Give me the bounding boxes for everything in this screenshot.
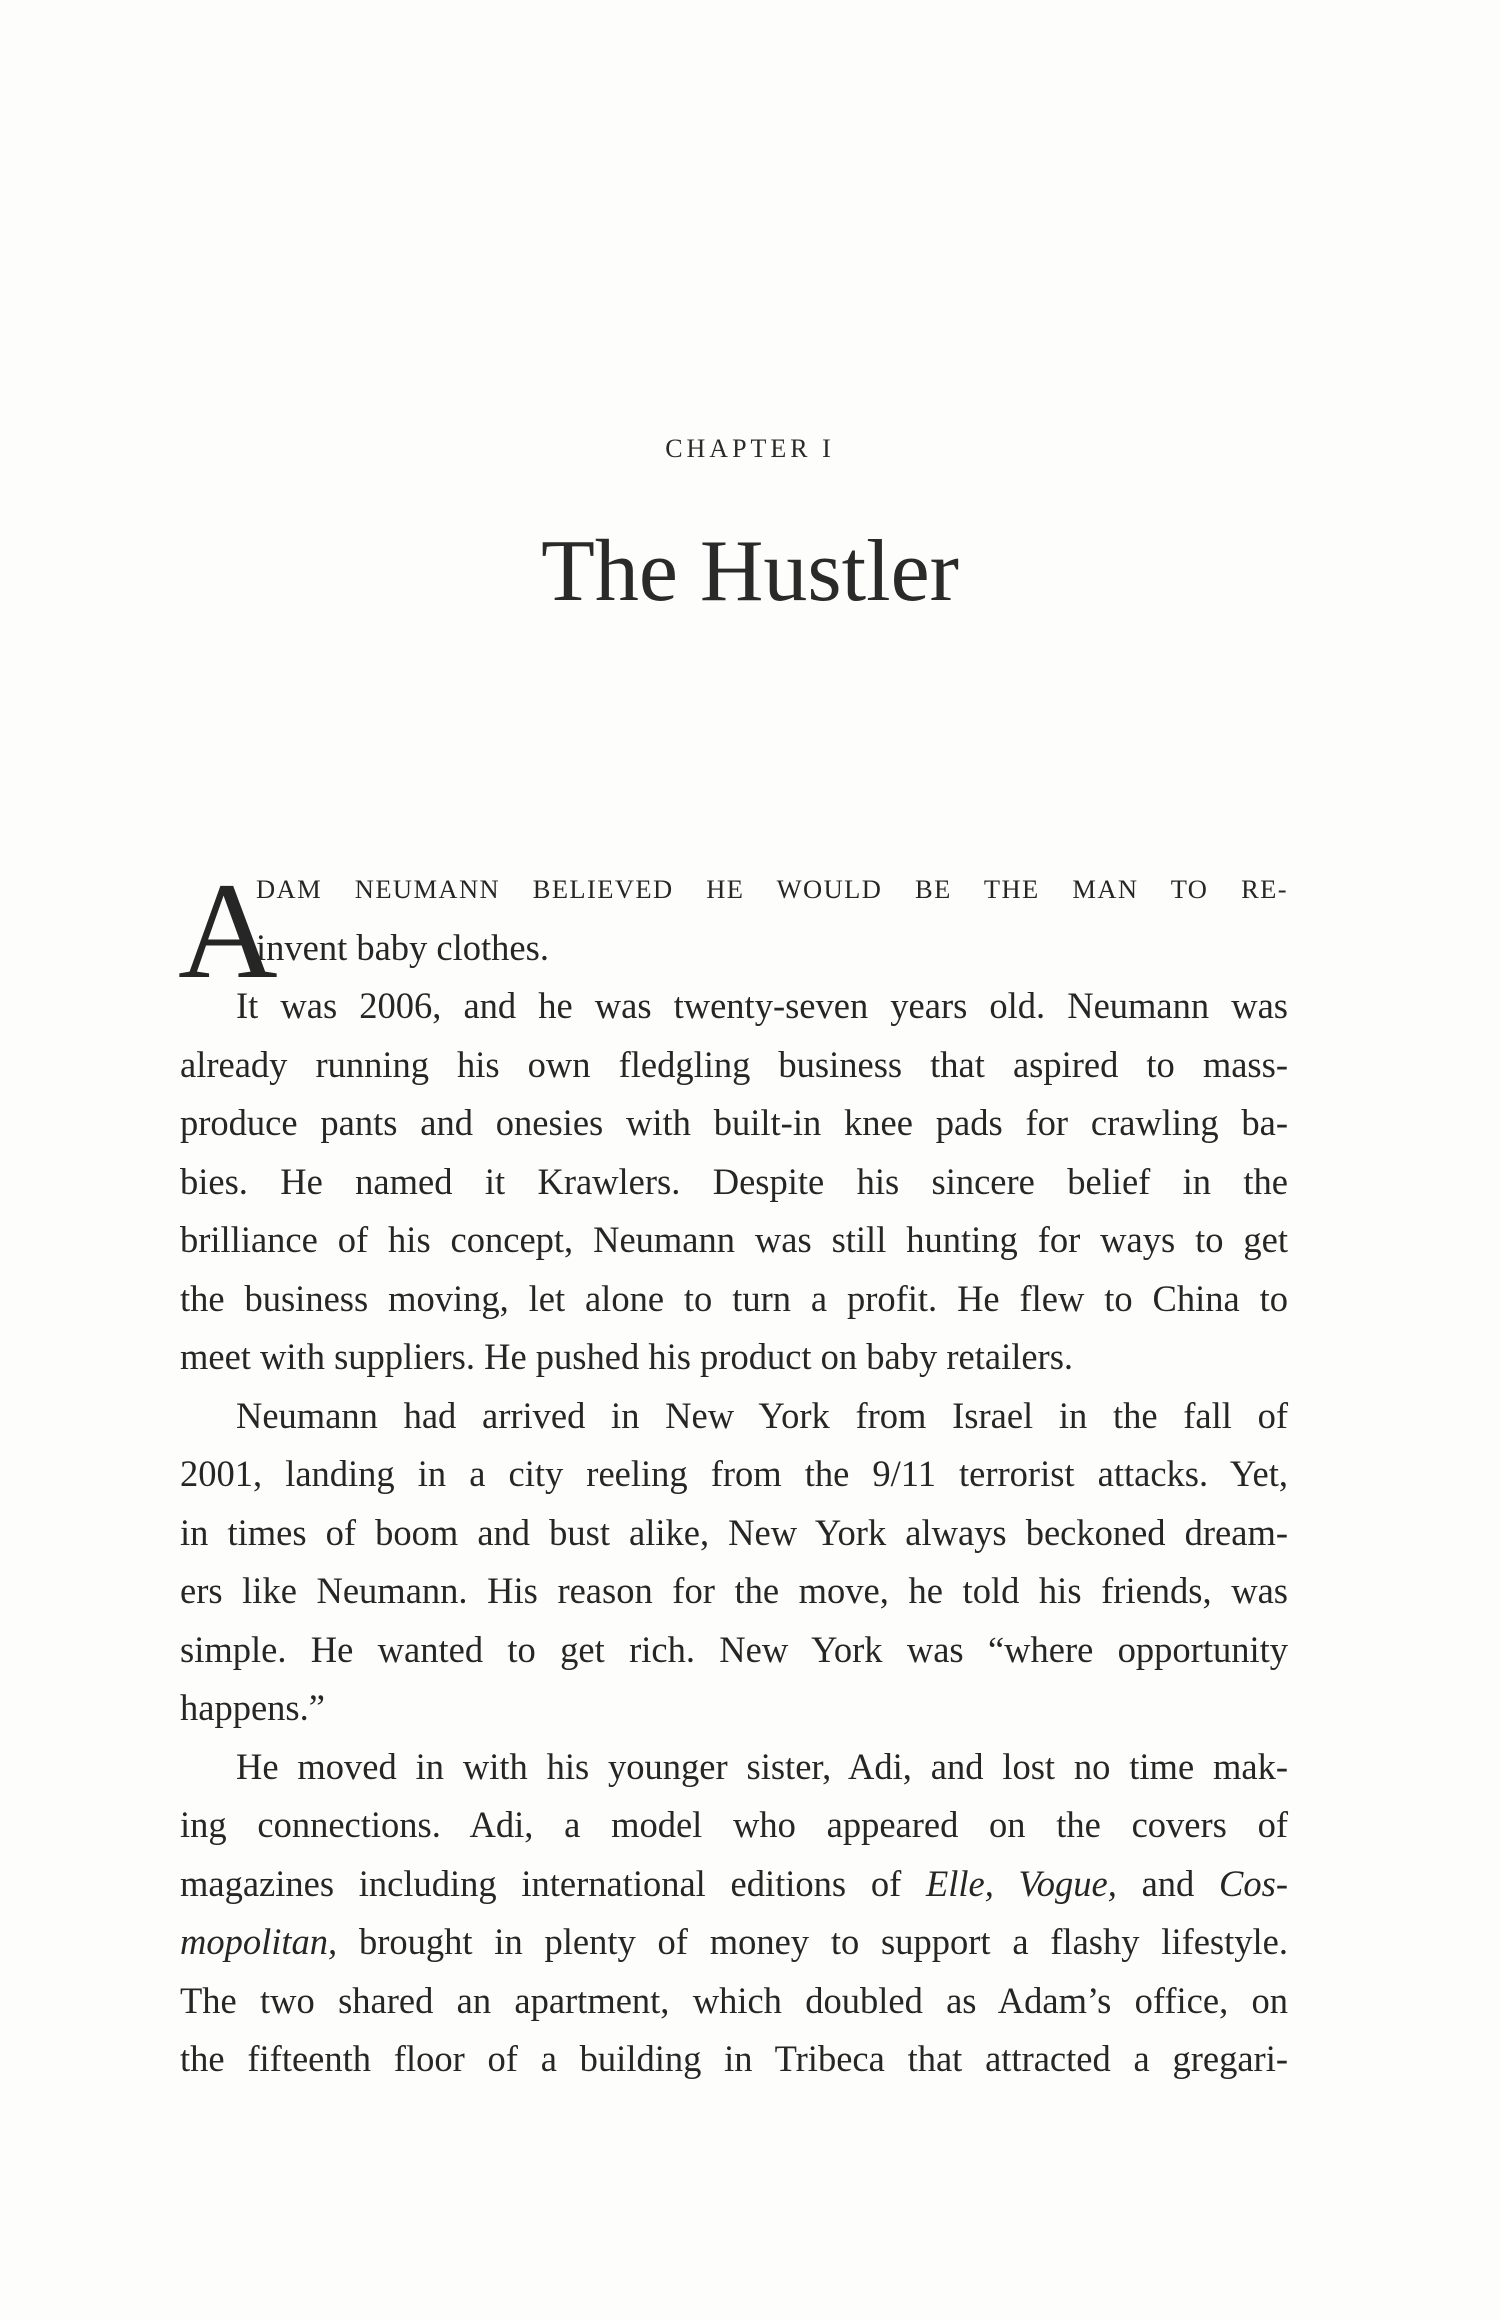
text-line: brilliance of his concept, Neumann was still hunting for ways to get [180, 1219, 1288, 1260]
text-line: already running his own fledgling business that aspired to mass- [180, 1043, 1288, 1085]
magazine-title-part: Cos- [1219, 1862, 1288, 1904]
text-line: simple. He wanted to get rich. New York was “where opportunity [180, 1628, 1288, 1670]
text-line: ers like Neumann. His reason for the move, he told his friends, was [180, 1570, 1288, 1611]
paragraph-1 [180, 977, 1288, 1387]
text-line: The two shared an apartment, which doubled as Adam’s office, on [180, 1979, 1288, 2021]
text-line: ing connections. Adi, a model who appeared on the covers of [180, 1804, 1288, 1845]
text-line: He moved in with his younger sister, Adi, and lost no time mak- [236, 1745, 1288, 1787]
text-line: meet with suppliers. He pushed his product on baby retailers. [180, 1336, 1074, 1377]
opening-line-2: invent baby clothes. [256, 926, 549, 968]
opening-smallcaps-line: DAM NEUMANN BELIEVED HE WOULD BE THE MAN TO RE- [256, 874, 1288, 904]
chapter-title: The Hustler [541, 523, 959, 620]
text-line [180, 1855, 1288, 1914]
text-line: the fifteenth floor of a building in Tribeca that attracted a gregari- [180, 2038, 1288, 2079]
body-text [178, 854, 1288, 2089]
text-line: produce pants and onesies with built-in knee pads for crawling ba- [180, 1102, 1288, 1143]
text-line: the business moving, let alone to turn a profit. He flew to China to [180, 1277, 1288, 1319]
text-segment: brought in plenty of money to support a flashy lifestyle. [337, 1921, 1288, 1962]
text-line [180, 1913, 1288, 1972]
text-line: 2001, landing in a city reeling from the 9/11 terrorist attacks. Yet, [180, 1453, 1288, 1494]
drop-cap: A [178, 854, 278, 1007]
magazine-title-part: mopolitan, [180, 1921, 338, 1962]
text-line: bies. He named it Krawlers. Despite his sincere belief in the [180, 1160, 1288, 1202]
chapter-label: CHAPTER I [665, 434, 835, 463]
text-line: It was 2006, and he was twenty-seven years old. Neumann was [236, 985, 1288, 1026]
text-line: Neumann had arrived in New York from Israel in the fall of [236, 1394, 1288, 1436]
paragraph-2 [180, 1387, 1288, 1738]
text-line: happens.” [180, 1687, 325, 1728]
text-segment: and [1116, 1862, 1220, 1904]
magazine-titles: Elle, Vogue, [925, 1862, 1117, 1904]
text-line: in times of boom and bust alike, New York always beckoned dream- [180, 1511, 1288, 1553]
paragraph-3 [180, 1738, 1288, 2089]
text-segment: magazines including international editions of [180, 1862, 926, 1904]
